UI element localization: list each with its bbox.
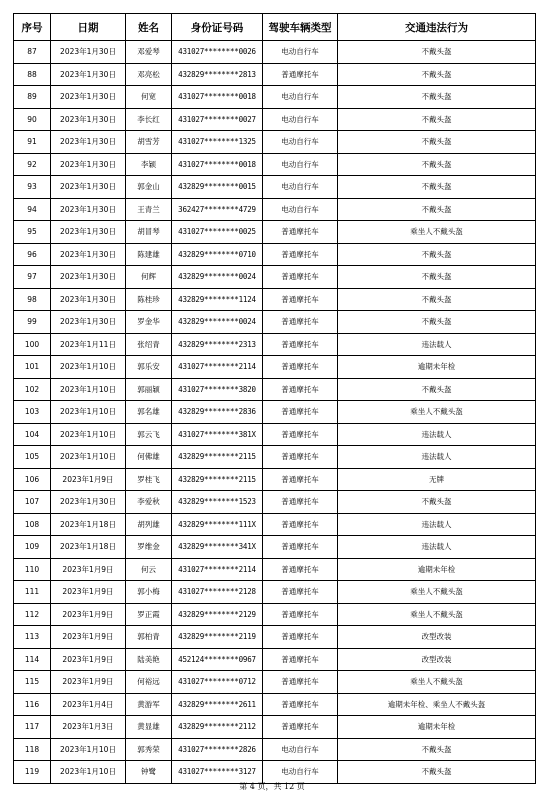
vehicle-type-cell: 电动自行车 xyxy=(263,198,338,221)
name-cell: 罗桂飞 xyxy=(126,468,172,491)
vehicle-type-cell: 普通摩托车 xyxy=(263,491,338,514)
header-violation: 交通违法行为 xyxy=(338,14,536,41)
vehicle-type-cell: 普通摩托车 xyxy=(263,558,338,581)
vehicle-type-cell: 普通摩托车 xyxy=(263,63,338,86)
id-number-cell: 431027********2128 xyxy=(172,581,263,604)
violation-cell: 不戴头盔 xyxy=(338,491,536,514)
name-cell: 胡冒琴 xyxy=(126,221,172,244)
violation-cell: 不戴头盔 xyxy=(338,86,536,109)
date-cell: 2023年1月30日 xyxy=(51,63,126,86)
vehicle-type-cell: 普通摩托车 xyxy=(263,288,338,311)
id-number-cell: 431027********3127 xyxy=(172,761,263,784)
name-cell: 邓爱琴 xyxy=(126,41,172,64)
vehicle-type-cell: 普通摩托车 xyxy=(263,243,338,266)
table-row xyxy=(14,63,536,86)
vehicle-type-cell: 电动自行车 xyxy=(263,108,338,131)
seq-cell: 117 xyxy=(14,716,51,739)
table-row xyxy=(14,491,536,514)
violation-cell: 不戴头盔 xyxy=(338,243,536,266)
id-number-cell: 432829********2813 xyxy=(172,63,263,86)
date-cell: 2023年1月30日 xyxy=(51,41,126,64)
name-cell: 何佛雄 xyxy=(126,446,172,469)
date-cell: 2023年1月30日 xyxy=(51,176,126,199)
violation-cell: 不戴头盔 xyxy=(338,108,536,131)
violation-cell: 违法载人 xyxy=(338,536,536,559)
seq-cell: 119 xyxy=(14,761,51,784)
date-cell: 2023年1月30日 xyxy=(51,288,126,311)
table-row xyxy=(14,221,536,244)
vehicle-type-cell: 电动自行车 xyxy=(263,153,338,176)
name-cell: 胡雪芳 xyxy=(126,131,172,154)
date-cell: 2023年1月18日 xyxy=(51,536,126,559)
vehicle-type-cell: 普通摩托车 xyxy=(263,716,338,739)
id-number-cell: 432829********1124 xyxy=(172,288,263,311)
violation-cell: 乘坐人不戴头盔 xyxy=(338,603,536,626)
table-row xyxy=(14,648,536,671)
name-cell: 何辉 xyxy=(126,266,172,289)
violation-cell: 改型改装 xyxy=(338,648,536,671)
seq-cell: 97 xyxy=(14,266,51,289)
seq-cell: 87 xyxy=(14,41,51,64)
table-row xyxy=(14,558,536,581)
name-cell: 郭秀荣 xyxy=(126,738,172,761)
seq-cell: 95 xyxy=(14,221,51,244)
date-cell: 2023年1月9日 xyxy=(51,648,126,671)
id-number-cell: 432829********0710 xyxy=(172,243,263,266)
table-row xyxy=(14,536,536,559)
seq-cell: 103 xyxy=(14,401,51,424)
name-cell: 郭乐安 xyxy=(126,356,172,379)
date-cell: 2023年1月11日 xyxy=(51,333,126,356)
header-seq: 序号 xyxy=(14,14,51,41)
date-cell: 2023年1月30日 xyxy=(51,311,126,334)
date-cell: 2023年1月9日 xyxy=(51,603,126,626)
id-number-cell: 432829********2115 xyxy=(172,468,263,491)
table-row xyxy=(14,266,536,289)
header-name: 姓名 xyxy=(126,14,172,41)
date-cell: 2023年1月9日 xyxy=(51,558,126,581)
seq-cell: 112 xyxy=(14,603,51,626)
violation-cell: 违法载人 xyxy=(338,423,536,446)
table-row xyxy=(14,738,536,761)
violation-cell: 不戴头盔 xyxy=(338,761,536,784)
violation-cell: 乘坐人不戴头盔 xyxy=(338,581,536,604)
seq-cell: 104 xyxy=(14,423,51,446)
seq-cell: 113 xyxy=(14,626,51,649)
vehicle-type-cell: 普通摩托车 xyxy=(263,401,338,424)
table-row xyxy=(14,446,536,469)
seq-cell: 96 xyxy=(14,243,51,266)
vehicle-type-cell: 普通摩托车 xyxy=(263,468,338,491)
name-cell: 郭小梅 xyxy=(126,581,172,604)
name-cell: 黄显雄 xyxy=(126,716,172,739)
violation-cell: 不戴头盔 xyxy=(338,198,536,221)
id-number-cell: 431027********0026 xyxy=(172,41,263,64)
violation-cell: 乘坐人不戴头盔 xyxy=(338,671,536,694)
name-cell: 罗金华 xyxy=(126,311,172,334)
id-number-cell: 431027********1325 xyxy=(172,131,263,154)
id-number-cell: 432829********2119 xyxy=(172,626,263,649)
name-cell: 郭名雄 xyxy=(126,401,172,424)
vehicle-type-cell: 普通摩托车 xyxy=(263,423,338,446)
table-row xyxy=(14,41,536,64)
table-row xyxy=(14,468,536,491)
date-cell: 2023年1月30日 xyxy=(51,243,126,266)
id-number-cell: 431027********381X xyxy=(172,423,263,446)
vehicle-type-cell: 普通摩托车 xyxy=(263,266,338,289)
table-row xyxy=(14,581,536,604)
violation-cell: 逾期未年检 xyxy=(338,356,536,379)
vehicle-type-cell: 普通摩托车 xyxy=(263,378,338,401)
date-cell: 2023年1月30日 xyxy=(51,221,126,244)
table-row xyxy=(14,693,536,716)
violation-cell: 不戴头盔 xyxy=(338,738,536,761)
seq-cell: 105 xyxy=(14,446,51,469)
table-body xyxy=(14,41,536,784)
violation-cell: 不戴头盔 xyxy=(338,153,536,176)
date-cell: 2023年1月30日 xyxy=(51,491,126,514)
name-cell: 何裕远 xyxy=(126,671,172,694)
name-cell: 李长红 xyxy=(126,108,172,131)
table-row xyxy=(14,356,536,379)
name-cell: 李爱秋 xyxy=(126,491,172,514)
id-number-cell: 432829********2836 xyxy=(172,401,263,424)
vehicle-type-cell: 电动自行车 xyxy=(263,131,338,154)
id-number-cell: 432829********0024 xyxy=(172,266,263,289)
table-row xyxy=(14,603,536,626)
id-number-cell: 452124********0967 xyxy=(172,648,263,671)
violation-cell: 逾期未年检 xyxy=(338,716,536,739)
date-cell: 2023年1月10日 xyxy=(51,738,126,761)
table-row xyxy=(14,401,536,424)
table-row xyxy=(14,153,536,176)
name-cell: 郭柏青 xyxy=(126,626,172,649)
vehicle-type-cell: 普通摩托车 xyxy=(263,513,338,536)
id-number-cell: 431027********0712 xyxy=(172,671,263,694)
id-number-cell: 432829********2313 xyxy=(172,333,263,356)
name-cell: 罗维金 xyxy=(126,536,172,559)
table-row xyxy=(14,288,536,311)
table-row xyxy=(14,108,536,131)
id-number-cell: 431027********3820 xyxy=(172,378,263,401)
date-cell: 2023年1月30日 xyxy=(51,198,126,221)
table-row xyxy=(14,243,536,266)
vehicle-type-cell: 普通摩托车 xyxy=(263,446,338,469)
table-row xyxy=(14,626,536,649)
page-footer: 第 4 页，共 12 页 xyxy=(239,782,305,791)
table-row xyxy=(14,131,536,154)
seq-cell: 116 xyxy=(14,693,51,716)
table-row xyxy=(14,716,536,739)
vehicle-type-cell: 普通摩托车 xyxy=(263,356,338,379)
table-row xyxy=(14,378,536,401)
date-cell: 2023年1月18日 xyxy=(51,513,126,536)
violation-cell: 不戴头盔 xyxy=(338,266,536,289)
table-row xyxy=(14,311,536,334)
id-number-cell: 432829********2112 xyxy=(172,716,263,739)
date-cell: 2023年1月9日 xyxy=(51,581,126,604)
id-number-cell: 431027********2826 xyxy=(172,738,263,761)
seq-cell: 106 xyxy=(14,468,51,491)
seq-cell: 98 xyxy=(14,288,51,311)
table-row xyxy=(14,671,536,694)
id-number-cell: 431027********0027 xyxy=(172,108,263,131)
name-cell: 郭丽颖 xyxy=(126,378,172,401)
violation-cell: 违法载人 xyxy=(338,513,536,536)
id-number-cell: 432829********0024 xyxy=(172,311,263,334)
violation-cell: 逾期未年检、乘坐人不戴头盔 xyxy=(338,693,536,716)
name-cell: 陆美艳 xyxy=(126,648,172,671)
table-row xyxy=(14,761,536,784)
id-number-cell: 431027********2114 xyxy=(172,558,263,581)
name-cell: 李颖 xyxy=(126,153,172,176)
violation-cell: 不戴头盔 xyxy=(338,311,536,334)
violation-cell: 逾期未年检 xyxy=(338,558,536,581)
id-number-cell: 432829********2129 xyxy=(172,603,263,626)
seq-cell: 100 xyxy=(14,333,51,356)
id-number-cell: 432829********341X xyxy=(172,536,263,559)
id-number-cell: 431027********0025 xyxy=(172,221,263,244)
date-cell: 2023年1月10日 xyxy=(51,356,126,379)
vehicle-type-cell: 普通摩托车 xyxy=(263,311,338,334)
name-cell: 陈桂珍 xyxy=(126,288,172,311)
date-cell: 2023年1月30日 xyxy=(51,153,126,176)
violation-cell: 改型改装 xyxy=(338,626,536,649)
table-row xyxy=(14,198,536,221)
violation-cell: 无牌 xyxy=(338,468,536,491)
name-cell: 罗正霞 xyxy=(126,603,172,626)
name-cell: 郭金山 xyxy=(126,176,172,199)
date-cell: 2023年1月10日 xyxy=(51,423,126,446)
date-cell: 2023年1月9日 xyxy=(51,671,126,694)
violations-table xyxy=(13,13,536,784)
date-cell: 2023年1月10日 xyxy=(51,378,126,401)
seq-cell: 118 xyxy=(14,738,51,761)
vehicle-type-cell: 普通摩托车 xyxy=(263,221,338,244)
seq-cell: 115 xyxy=(14,671,51,694)
date-cell: 2023年1月30日 xyxy=(51,108,126,131)
date-cell: 2023年1月4日 xyxy=(51,693,126,716)
violation-cell: 乘坐人不戴头盔 xyxy=(338,401,536,424)
violation-cell: 不戴头盔 xyxy=(338,176,536,199)
seq-cell: 102 xyxy=(14,378,51,401)
name-cell: 黄游军 xyxy=(126,693,172,716)
vehicle-type-cell: 普通摩托车 xyxy=(263,693,338,716)
seq-cell: 90 xyxy=(14,108,51,131)
vehicle-type-cell: 电动自行车 xyxy=(263,738,338,761)
id-number-cell: 432829********0015 xyxy=(172,176,263,199)
name-cell: 钟鹭 xyxy=(126,761,172,784)
date-cell: 2023年1月3日 xyxy=(51,716,126,739)
id-number-cell: 432829********111X xyxy=(172,513,263,536)
date-cell: 2023年1月30日 xyxy=(51,131,126,154)
name-cell: 何云 xyxy=(126,558,172,581)
id-number-cell: 362427********4729 xyxy=(172,198,263,221)
name-cell: 郭云飞 xyxy=(126,423,172,446)
table-row xyxy=(14,513,536,536)
vehicle-type-cell: 电动自行车 xyxy=(263,86,338,109)
vehicle-type-cell: 电动自行车 xyxy=(263,176,338,199)
seq-cell: 99 xyxy=(14,311,51,334)
table-row xyxy=(14,423,536,446)
name-cell: 王青兰 xyxy=(126,198,172,221)
seq-cell: 89 xyxy=(14,86,51,109)
seq-cell: 111 xyxy=(14,581,51,604)
date-cell: 2023年1月10日 xyxy=(51,401,126,424)
id-number-cell: 431027********0018 xyxy=(172,153,263,176)
seq-cell: 94 xyxy=(14,198,51,221)
name-cell: 胡列雄 xyxy=(126,513,172,536)
seq-cell: 108 xyxy=(14,513,51,536)
date-cell: 2023年1月9日 xyxy=(51,626,126,649)
vehicle-type-cell: 普通摩托车 xyxy=(263,671,338,694)
seq-cell: 109 xyxy=(14,536,51,559)
table-row xyxy=(14,86,536,109)
violation-cell: 违法载人 xyxy=(338,446,536,469)
violation-cell: 不戴头盔 xyxy=(338,378,536,401)
id-number-cell: 431027********2114 xyxy=(172,356,263,379)
vehicle-type-cell: 普通摩托车 xyxy=(263,626,338,649)
id-number-cell: 431027********0018 xyxy=(172,86,263,109)
violation-cell: 违法载人 xyxy=(338,333,536,356)
table-row xyxy=(14,176,536,199)
id-number-cell: 432829********2611 xyxy=(172,693,263,716)
vehicle-type-cell: 普通摩托车 xyxy=(263,333,338,356)
date-cell: 2023年1月10日 xyxy=(51,446,126,469)
name-cell: 陈建雄 xyxy=(126,243,172,266)
header-row xyxy=(14,14,536,41)
vehicle-type-cell: 电动自行车 xyxy=(263,41,338,64)
vehicle-type-cell: 普通摩托车 xyxy=(263,536,338,559)
date-cell: 2023年1月30日 xyxy=(51,86,126,109)
vehicle-type-cell: 普通摩托车 xyxy=(263,648,338,671)
header-vehicle-type: 驾驶车辆类型 xyxy=(263,14,338,41)
violation-cell: 乘坐人不戴头盔 xyxy=(338,221,536,244)
date-cell: 2023年1月9日 xyxy=(51,468,126,491)
id-number-cell: 432829********1523 xyxy=(172,491,263,514)
seq-cell: 114 xyxy=(14,648,51,671)
seq-cell: 110 xyxy=(14,558,51,581)
seq-cell: 88 xyxy=(14,63,51,86)
vehicle-type-cell: 电动自行车 xyxy=(263,761,338,784)
name-cell: 何宽 xyxy=(126,86,172,109)
vehicle-type-cell: 普通摩托车 xyxy=(263,603,338,626)
name-cell: 邓亮松 xyxy=(126,63,172,86)
header-date: 日期 xyxy=(51,14,126,41)
seq-cell: 93 xyxy=(14,176,51,199)
seq-cell: 91 xyxy=(14,131,51,154)
id-number-cell: 432829********2115 xyxy=(172,446,263,469)
seq-cell: 107 xyxy=(14,491,51,514)
header-id-number: 身份证号码 xyxy=(172,14,263,41)
violation-cell: 不戴头盔 xyxy=(338,131,536,154)
vehicle-type-cell: 普通摩托车 xyxy=(263,581,338,604)
seq-cell: 92 xyxy=(14,153,51,176)
date-cell: 2023年1月30日 xyxy=(51,266,126,289)
violation-cell: 不戴头盔 xyxy=(338,288,536,311)
table-row xyxy=(14,333,536,356)
name-cell: 张绍青 xyxy=(126,333,172,356)
violation-cell: 不戴头盔 xyxy=(338,63,536,86)
date-cell: 2023年1月10日 xyxy=(51,761,126,784)
seq-cell: 101 xyxy=(14,356,51,379)
violation-cell: 不戴头盔 xyxy=(338,41,536,64)
